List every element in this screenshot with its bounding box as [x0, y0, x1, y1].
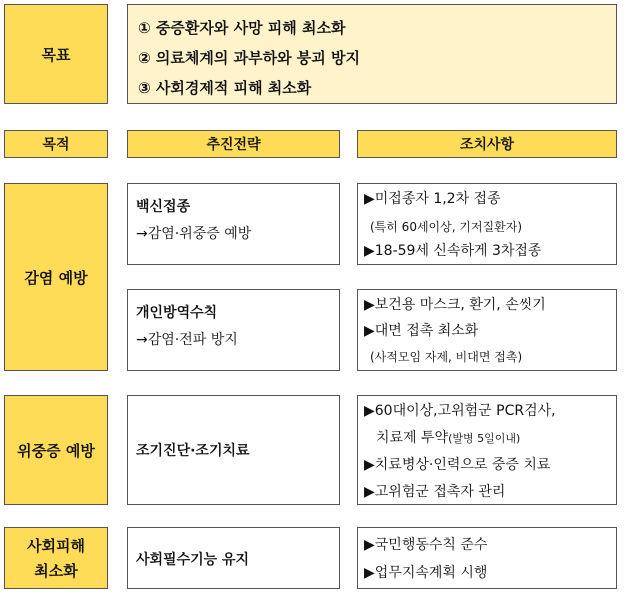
goal-item: ① 중증환자와 사망 피해 최소화 [138, 19, 346, 37]
strategy-subtitle: →감염·위중증 예방 [136, 226, 252, 242]
action-item: ▶18-59세 신속하게 3차접종 [364, 243, 542, 259]
action-item: ▶치료병상·인력으로 중증 치료 [364, 457, 551, 473]
action-item: ▶60대이상,고위험군 PCR검사, [364, 403, 556, 419]
purpose-text: 위중증 예방 [17, 441, 95, 460]
header-actions [357, 130, 617, 158]
action-item: ▶업무지속계획 시행 [364, 565, 488, 581]
strategy-subtitle: →감염·전파 방지 [136, 332, 238, 348]
goal-label-text: 목표 [41, 45, 71, 64]
strategy-vaccination [127, 183, 340, 265]
purpose-text: 감염 예방 [24, 268, 88, 287]
header-purpose-text: 목적 [42, 137, 70, 153]
goal-label [4, 4, 108, 104]
purpose-infection-prevention [4, 183, 108, 371]
goals-box [127, 4, 617, 104]
purpose-text-line: 최소화 [34, 562, 78, 580]
action-item-note: (발병 5일이내) [448, 432, 521, 445]
strategy-essential-functions [127, 527, 340, 589]
header-strategy [127, 130, 340, 158]
actions-early-diagnosis [357, 395, 617, 505]
goal-item: ③ 사회경제적 피해 최소화 [138, 79, 312, 97]
strategy-title: 사회필수기능 유지 [136, 552, 250, 568]
strategy-title: 개인방역수칙 [136, 305, 218, 321]
strategy-early-diagnosis [127, 395, 340, 505]
action-item: ▶보건용 마스크, 환기, 손씻기 [364, 297, 546, 313]
strategy-personal-hygiene [127, 289, 340, 371]
action-item: ▶국민행동수칙 준수 [364, 537, 488, 553]
header-actions-text: 조치사항 [459, 137, 515, 153]
actions-essential-functions [357, 527, 617, 589]
purpose-text-line: 사회피해 [27, 537, 85, 555]
action-item-note: (사적모임 자제, 비대면 접촉) [370, 350, 523, 364]
header-purpose [4, 130, 108, 158]
action-item [376, 427, 520, 447]
action-item: ▶미접종자 1,2차 접종 [364, 191, 501, 207]
purpose-severe-prevention [4, 395, 108, 505]
action-item: ▶고위험군 접촉자 관리 [364, 484, 506, 500]
strategy-title: 조기진단·조기치료 [136, 443, 250, 459]
purpose-social-damage-minimization [4, 527, 108, 589]
goal-item: ② 의료체계의 과부하와 붕괴 방지 [138, 49, 360, 67]
actions-personal-hygiene [357, 289, 617, 371]
actions-vaccination [357, 183, 617, 265]
strategy-title: 백신접종 [136, 199, 191, 215]
action-item-note: (특히 60세이상, 기저질환자) [370, 220, 522, 234]
action-item-text: 치료제 투약 [376, 430, 449, 446]
action-item: ▶대면 접촉 최소화 [364, 323, 479, 339]
header-strategy-text: 추진전략 [206, 137, 261, 153]
